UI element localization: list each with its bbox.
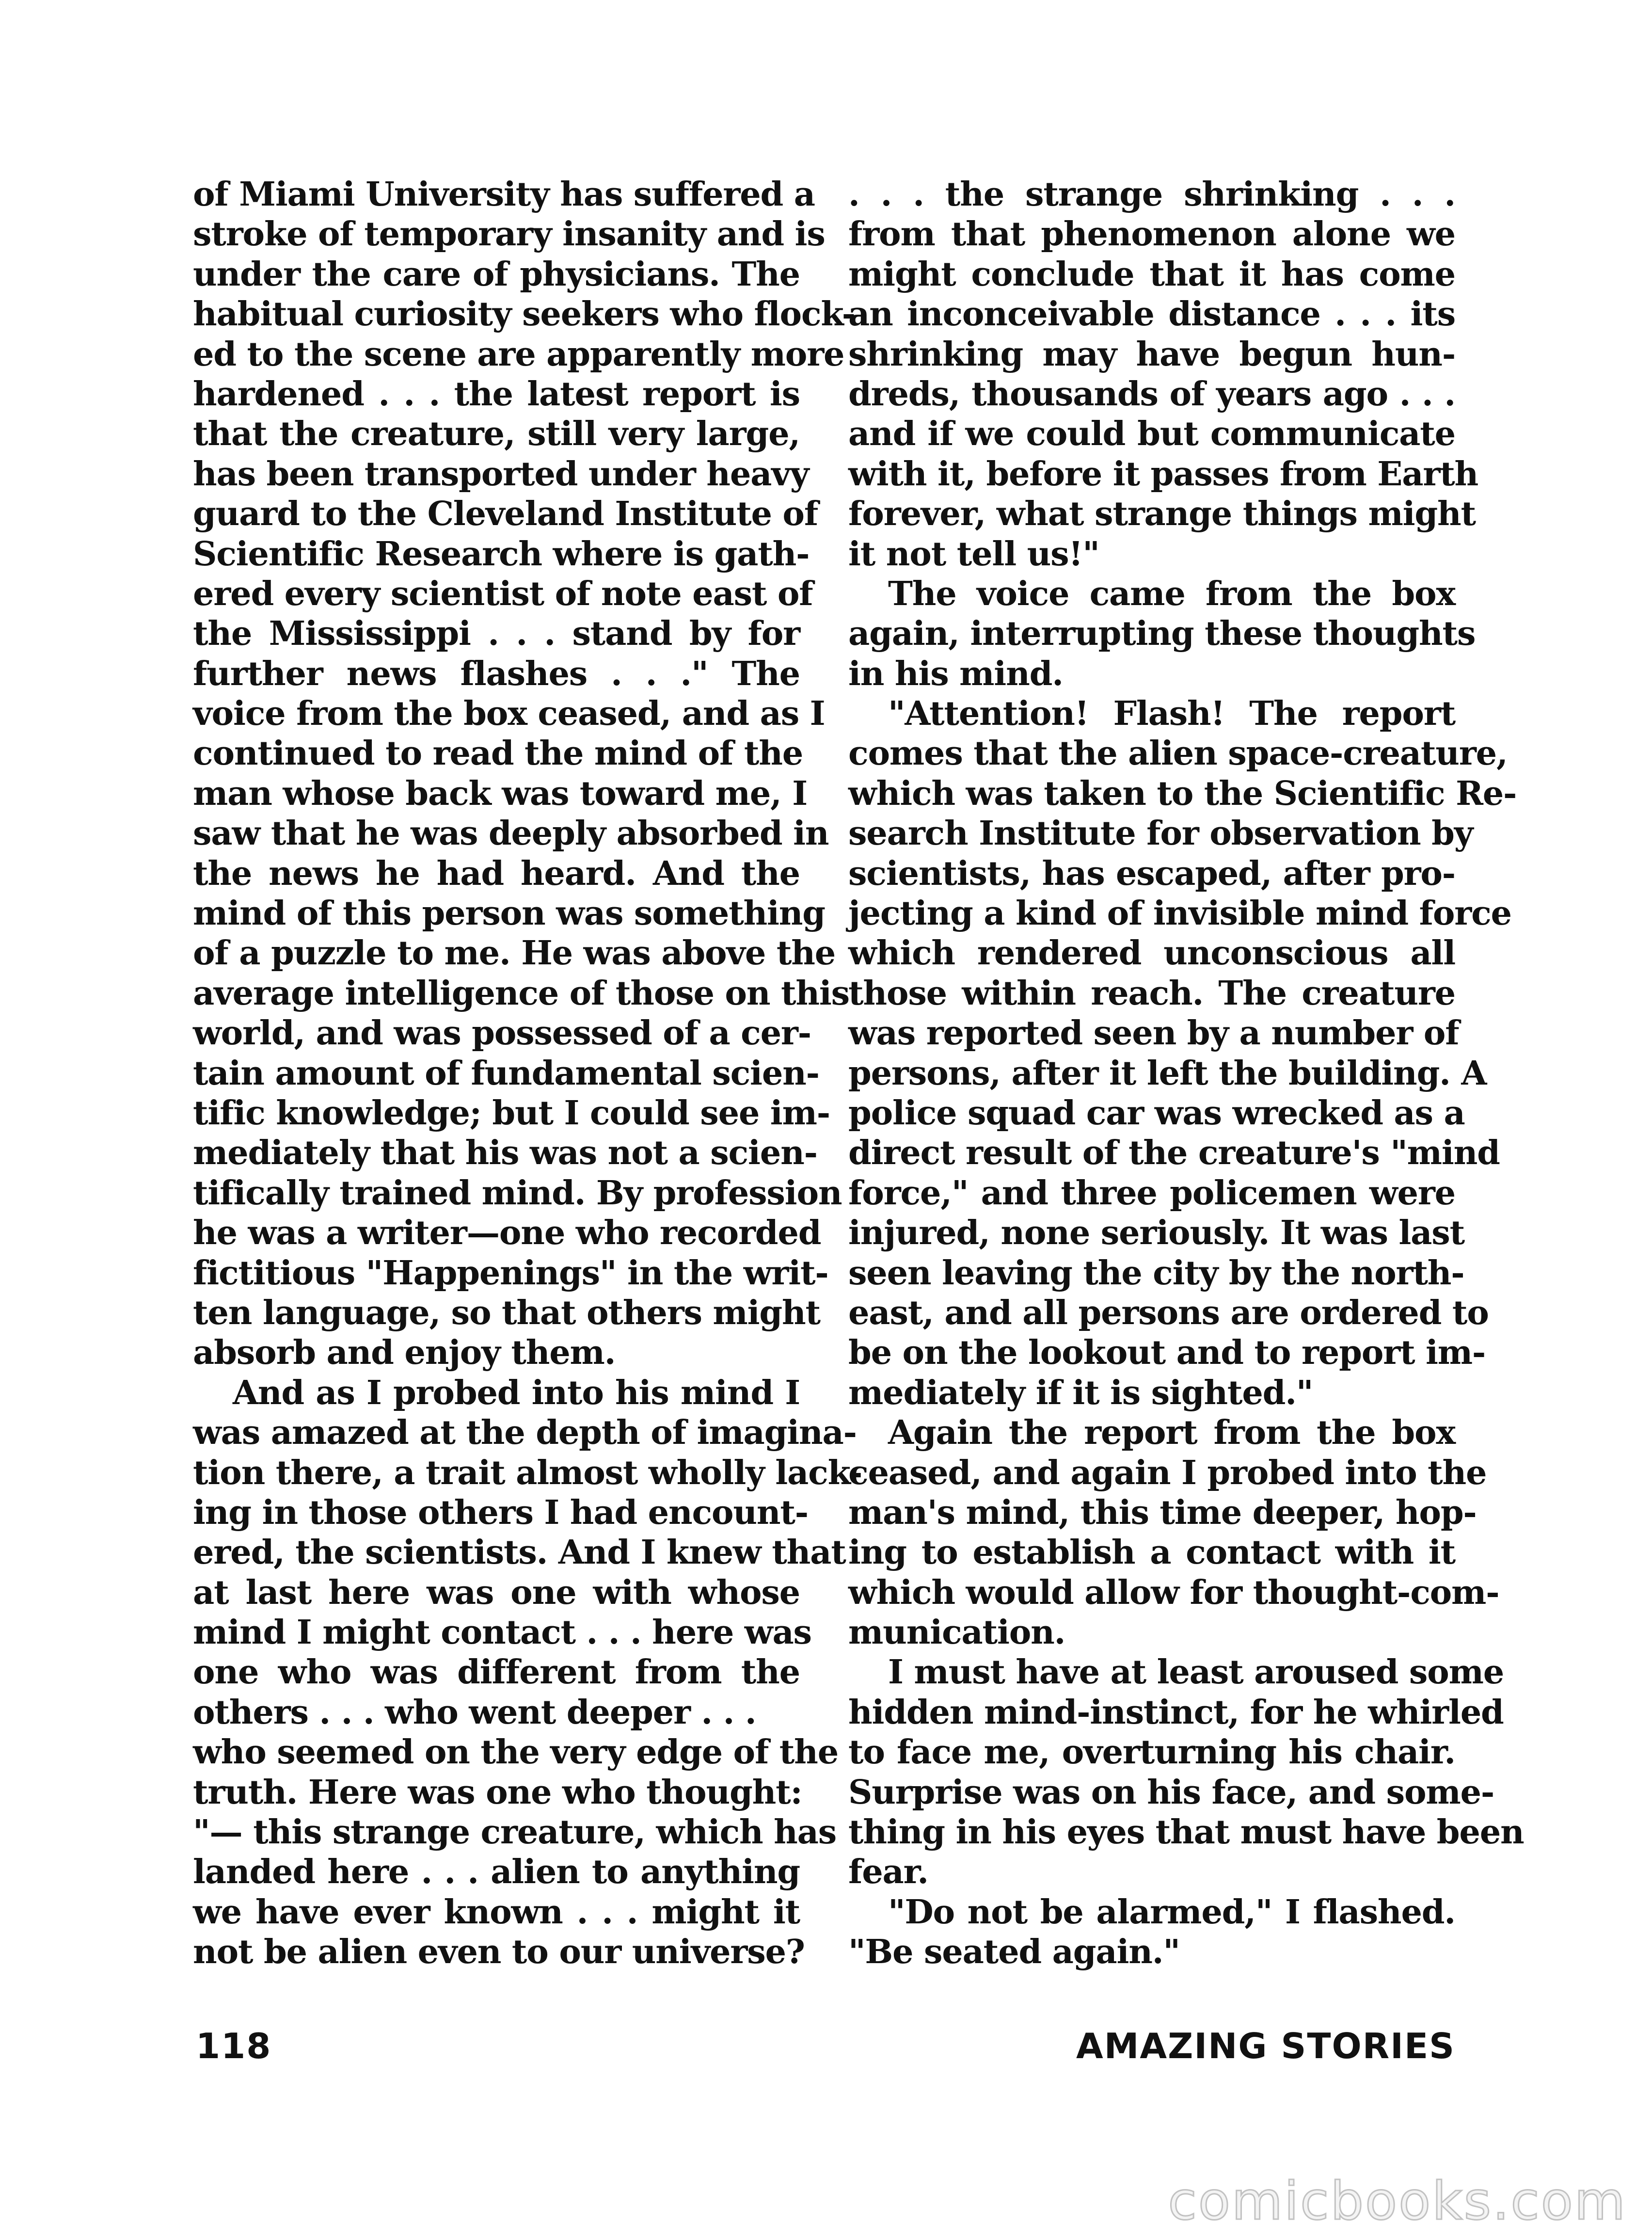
- right-text-column: [848, 175, 1524, 1972]
- text-line: again, interrupting these thoughts: [848, 614, 1476, 654]
- paragraph-start-line: The voice came from the box: [888, 574, 1455, 613]
- text-line: further news flashes . . ." The: [193, 654, 800, 693]
- text-line: an inconceivable distance . . . its: [848, 295, 1455, 334]
- text-line: it not tell us!": [848, 534, 1099, 574]
- paragraph-start-line: And as I probed into his mind I: [233, 1373, 800, 1412]
- text-line: man whose back was toward me, I: [193, 774, 808, 813]
- text-line: not be alien even to our universe?: [193, 1933, 805, 1972]
- text-line: munication.: [848, 1613, 1065, 1652]
- text-line: man's mind, this time deeper, hop-: [848, 1493, 1477, 1532]
- text-line: ered every scientist of note east of: [193, 574, 813, 613]
- text-line: tific knowledge; but I could see im-: [193, 1093, 830, 1133]
- text-line: tifically trained mind. By profession: [193, 1173, 842, 1213]
- text-line: Surprise was on his face, and some-: [848, 1773, 1494, 1812]
- text-line: the Mississippi . . . stand by for: [193, 614, 800, 654]
- text-line: landed here . . . alien to anything: [193, 1853, 800, 1892]
- text-line: mediately that his was not a scien-: [193, 1134, 817, 1173]
- text-line: who seemed on the very edge of the: [193, 1733, 839, 1772]
- text-line: to face me, overturning his chair.: [848, 1733, 1455, 1772]
- text-line: "— this strange creature, which has: [193, 1813, 837, 1852]
- text-line: tain amount of fundamental scien-: [193, 1054, 819, 1093]
- text-line: . . . the strange shrinking . . .: [848, 175, 1455, 214]
- text-line: dreds, thousands of years ago . . .: [848, 374, 1455, 414]
- text-line: which was taken to the Scientific Re-: [848, 774, 1517, 813]
- text-line: search Institute for observation by: [848, 814, 1473, 853]
- watermark: comicbooks.com: [1168, 2171, 1627, 2232]
- text-line: mediately if it is sighted.": [848, 1373, 1313, 1412]
- text-line: ed to the scene are apparently more: [193, 335, 844, 374]
- text-line: others . . . who went deeper . . .: [193, 1693, 756, 1732]
- text-line: be on the lookout and to report im-: [848, 1333, 1486, 1373]
- text-line: we have ever known . . . might it: [193, 1892, 800, 1932]
- left-text-column: [193, 175, 862, 1972]
- text-line: the news he had heard. And the: [193, 854, 800, 893]
- text-line: thing in his eyes that must have been: [848, 1813, 1524, 1852]
- text-line: those within reach. The creature: [848, 974, 1455, 1013]
- text-line: world, and was possessed of a cer-: [193, 1014, 811, 1053]
- text-line: fear.: [848, 1853, 928, 1892]
- text-line: voice from the box ceased, and as I: [193, 694, 825, 734]
- text-line: which rendered unconscious all: [848, 934, 1455, 973]
- text-line: and if we could but communicate: [848, 415, 1455, 454]
- text-line: of a puzzle to me. He was above the: [193, 934, 836, 973]
- text-line: ing to establish a contact with it: [848, 1533, 1455, 1572]
- text-line: injured, none seriously. It was last: [848, 1214, 1464, 1253]
- text-line: guard to the Cleveland Institute of: [193, 495, 818, 534]
- text-line: under the care of physicians. The: [193, 255, 800, 294]
- text-line: with it, before it passes from Earth: [848, 454, 1478, 494]
- text-line: mind of this person was something: [193, 894, 825, 933]
- text-line: ered, the scientists. And I knew that: [193, 1533, 846, 1572]
- text-line: forever, what strange things might: [848, 495, 1476, 534]
- text-line: of Miami University has suffered a: [193, 175, 815, 214]
- text-line: scientists, has escaped, after pro-: [848, 854, 1455, 893]
- text-line: ing in those others I had encount-: [193, 1493, 808, 1532]
- text-line: persons, after it left the building. A: [848, 1054, 1487, 1093]
- text-line: ceased, and again I probed into the: [848, 1453, 1487, 1492]
- paragraph-start-line: "Do not be alarmed," I flashed.: [888, 1892, 1455, 1932]
- text-line: he was a writer—one who recorded: [193, 1214, 821, 1253]
- text-line: was amazed at the depth of imagina-: [193, 1413, 857, 1453]
- paragraph-start-line: Again the report from the box: [888, 1413, 1455, 1453]
- text-line: one who was different from the: [193, 1653, 800, 1692]
- text-line: hardened . . . the latest report is: [193, 374, 800, 414]
- text-line: Scientific Research where is gath-: [193, 534, 810, 574]
- text-line: "Be seated again.": [848, 1933, 1180, 1972]
- text-line: in his mind.: [848, 654, 1063, 693]
- text-line: from that phenomenon alone we: [848, 215, 1455, 254]
- paragraph-start-line: "Attention! Flash! The report: [888, 694, 1455, 734]
- text-line: direct result of the creature's "mind: [848, 1134, 1500, 1173]
- text-line: at last here was one with whose: [193, 1573, 800, 1612]
- text-line: hidden mind-instinct, for he whirled: [848, 1693, 1504, 1732]
- text-line: was reported seen by a number of: [848, 1014, 1459, 1053]
- text-line: mind I might contact . . . here was: [193, 1613, 811, 1652]
- text-line: stroke of temporary insanity and is: [193, 215, 825, 254]
- page-number: 118: [196, 2026, 272, 2066]
- text-line: tion there, a trait almost wholly lack-: [193, 1453, 862, 1492]
- running-head: AMAZING STORIES: [1076, 2026, 1455, 2066]
- text-line: comes that the alien space-creature,: [848, 734, 1508, 773]
- text-line: continued to read the mind of the: [193, 734, 803, 773]
- text-line: truth. Here was one who thought:: [193, 1773, 802, 1812]
- text-line: police squad car was wrecked as a: [848, 1093, 1465, 1133]
- text-line: ten language, so that others might: [193, 1293, 820, 1332]
- text-line: jecting a kind of invisible mind force: [848, 894, 1511, 933]
- text-line: absorb and enjoy them.: [193, 1333, 616, 1373]
- text-line: might conclude that it has come: [848, 255, 1455, 294]
- text-line: has been transported under heavy: [193, 454, 809, 494]
- paragraph-start-line: I must have at least aroused some: [888, 1653, 1504, 1692]
- text-line: east, and all persons are ordered to: [848, 1293, 1489, 1332]
- text-line: shrinking may have begun hun-: [848, 335, 1455, 374]
- text-line: average intelligence of those on this: [193, 974, 849, 1013]
- text-line: habitual curiosity seekers who flock-: [193, 295, 855, 334]
- text-line: saw that he was deeply absorbed in: [193, 814, 829, 853]
- text-line: that the creature, still very large,: [193, 415, 800, 454]
- text-line: force," and three policemen were: [848, 1173, 1455, 1213]
- text-line: seen leaving the city by the north-: [848, 1253, 1464, 1293]
- text-line: which would allow for thought-com-: [848, 1573, 1499, 1612]
- text-line: fictitious "Happenings" in the writ-: [193, 1253, 828, 1293]
